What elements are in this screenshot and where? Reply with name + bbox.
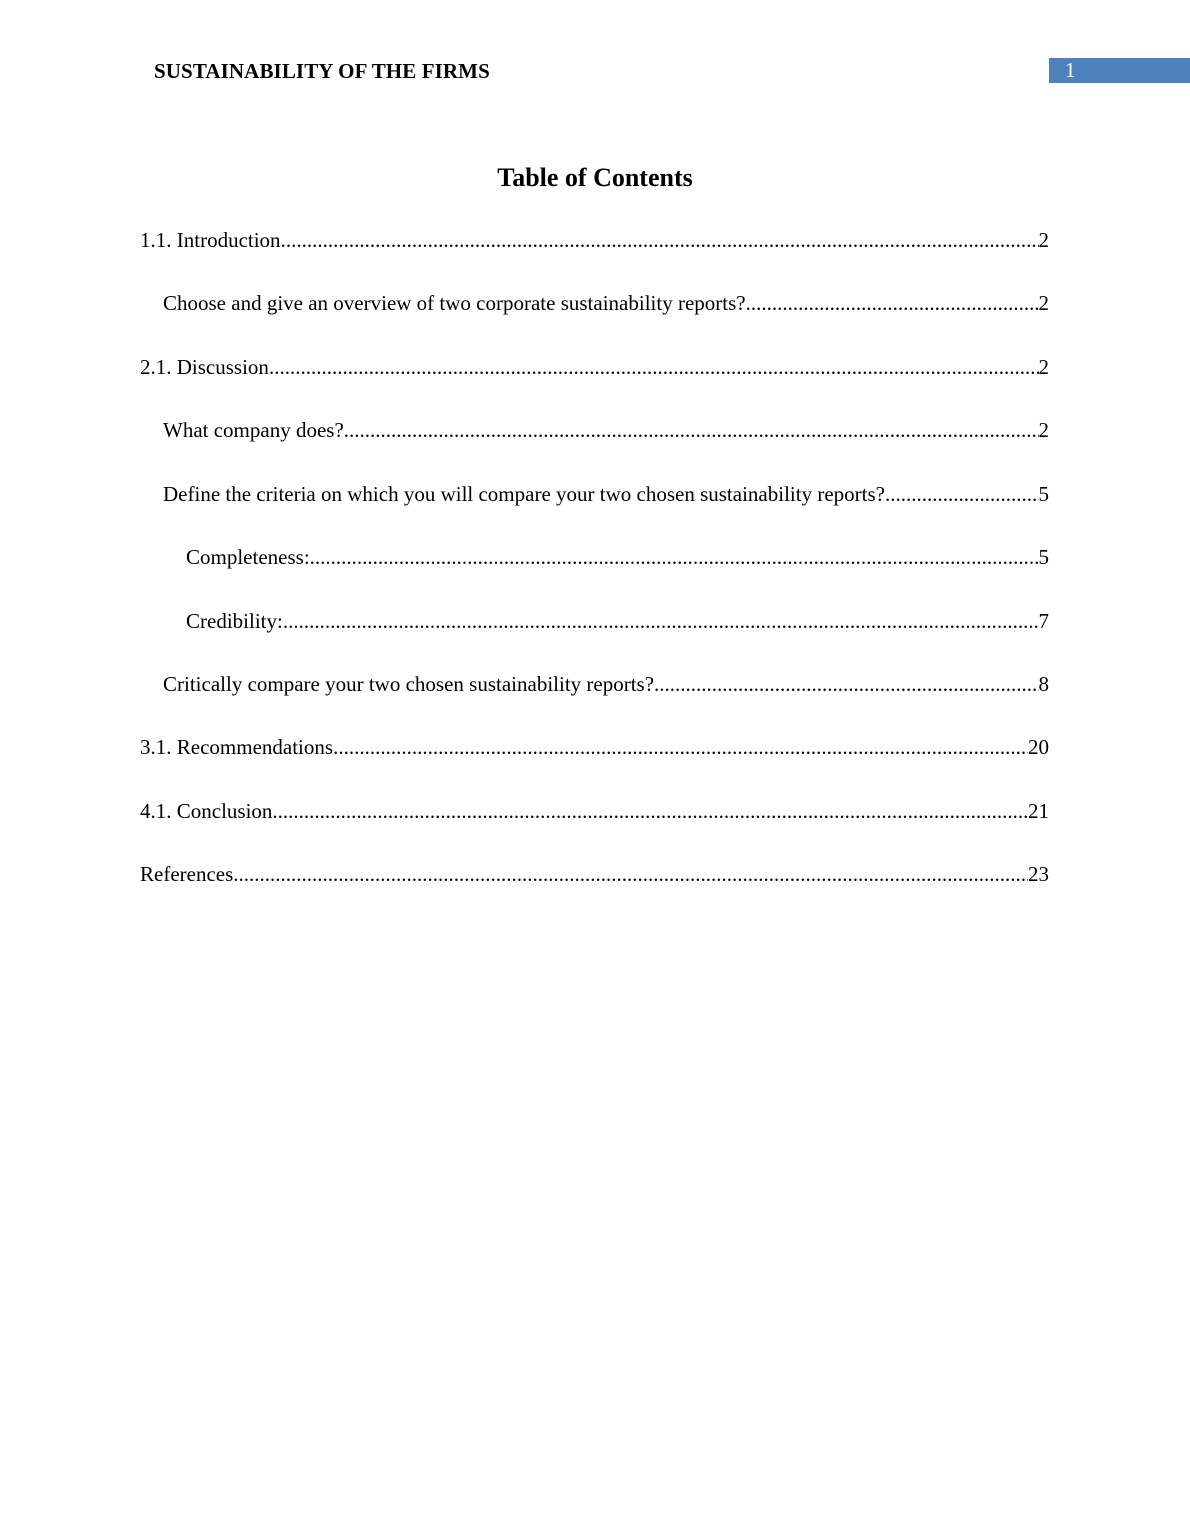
toc-entry-overview[interactable] [163, 290, 1049, 316]
dot-leader [281, 227, 1039, 253]
toc-entry-page: 23 [1028, 862, 1049, 886]
dot-leader [269, 354, 1039, 380]
toc-entry-text: 4.1. Conclusion [140, 799, 273, 823]
toc-entry-page: 2 [1038, 291, 1049, 315]
toc-entry-text: References [140, 862, 234, 886]
toc-entry-text: Define the criteria on which you will compare your two chosen sustainability reports? [163, 482, 885, 506]
toc-title: Table of Contents [497, 163, 693, 192]
toc-entry-page: 5 [1038, 545, 1049, 569]
dot-leader [333, 734, 1028, 760]
page-number-badge: 1 [1049, 58, 1190, 83]
dot-leader [272, 798, 1028, 824]
toc-entry-page: 5 [1038, 482, 1049, 506]
toc-entry-text: Credibility: [186, 609, 283, 633]
toc-entry-discussion[interactable] [140, 354, 1049, 380]
toc-entry-text: 3.1. Recommendations [140, 735, 334, 759]
toc-entry-introduction[interactable] [140, 227, 1049, 253]
toc-entry-page: 2 [1038, 228, 1049, 252]
toc-entry-completeness[interactable] [186, 544, 1049, 570]
toc-entry-page: 2 [1038, 418, 1049, 442]
toc-entry-references[interactable] [140, 861, 1049, 887]
toc-entry-critically-compare[interactable] [163, 671, 1049, 697]
dot-leader [310, 544, 1039, 570]
toc-entry-what-company-does[interactable] [163, 417, 1049, 443]
toc-entry-page: 7 [1038, 609, 1049, 633]
toc-entry-page: 20 [1028, 735, 1049, 759]
toc-entry-credibility[interactable] [186, 608, 1049, 634]
toc-entry-text: Critically compare your two chosen sustainability reports? [163, 672, 655, 696]
toc-entry-conclusion[interactable] [140, 798, 1049, 824]
toc-entry-define-criteria[interactable] [163, 481, 1049, 507]
toc-entry-text: What company does? [163, 418, 344, 442]
dot-leader [344, 417, 1039, 443]
toc-entry-text: 1.1. Introduction [140, 228, 281, 252]
toc-entry-text: 2.1. Discussion [140, 355, 269, 379]
dot-leader [885, 481, 1039, 507]
dot-leader [746, 290, 1039, 316]
toc-entry-text: Choose and give an overview of two corporate sustainability reports? [163, 291, 746, 315]
dot-leader [283, 608, 1039, 634]
toc-entry-page: 2 [1038, 355, 1049, 379]
toc-entry-page: 21 [1028, 799, 1049, 823]
running-head: SUSTAINABILITY OF THE FIRMS [154, 59, 490, 83]
toc-entry-recommendations[interactable] [140, 734, 1049, 760]
toc-entry-text: Completeness: [186, 545, 310, 569]
dot-leader [233, 861, 1028, 887]
toc-entry-page: 8 [1038, 672, 1049, 696]
dot-leader [654, 671, 1038, 697]
